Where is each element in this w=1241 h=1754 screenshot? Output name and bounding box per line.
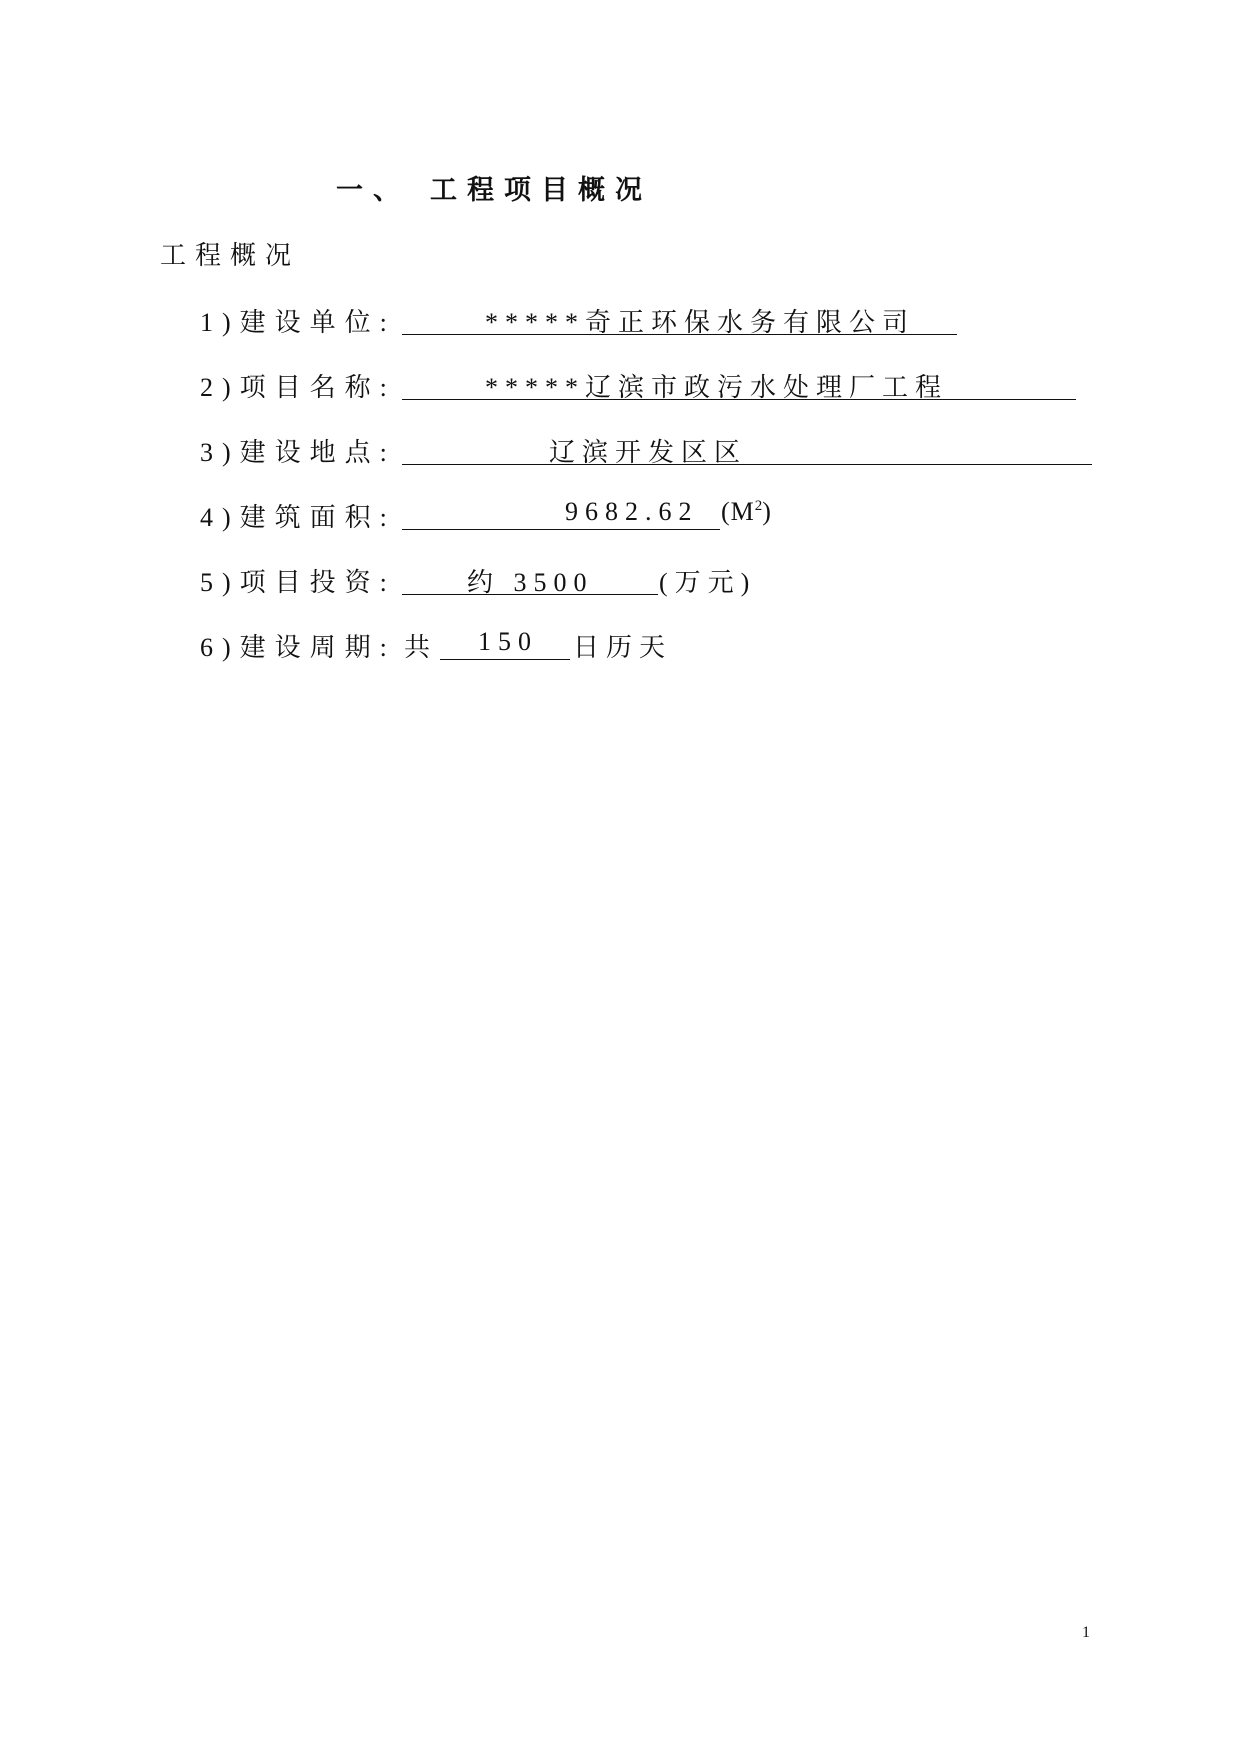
subsection-heading: 工程概况 [160, 241, 301, 271]
field-label: 4)建筑面积: [200, 503, 396, 532]
field-label: 3)建设地点: [200, 438, 396, 467]
section-heading [336, 168, 652, 207]
section-title: 工程项目概况 [430, 175, 652, 206]
floor-area-value: 9682.62 [402, 497, 720, 530]
field-label: 6)建设周期: [200, 633, 396, 662]
floor-area-unit: $(M^2)$ [721, 497, 772, 526]
period-prefix: 共 [404, 633, 438, 662]
page-number: 1 [1082, 1624, 1090, 1641]
period-value: 150 [440, 627, 570, 660]
investment-value: 约 3500 [402, 562, 658, 595]
investment-unit: (万元) [659, 568, 757, 597]
project-name-value: *****辽滨市政污水处理厂工程 [402, 367, 1076, 400]
field-label: 5)项目投资: [200, 568, 396, 597]
construction-unit-value: *****奇正环保水务有限公司 [402, 302, 957, 335]
location-value: 辽滨开发区区 [402, 432, 1092, 465]
field-label: 2)项目名称: [200, 373, 396, 402]
field-label: 1)建设单位: [200, 308, 396, 337]
section-number: 一、 [336, 175, 410, 206]
period-unit: 日历天 [573, 633, 673, 662]
